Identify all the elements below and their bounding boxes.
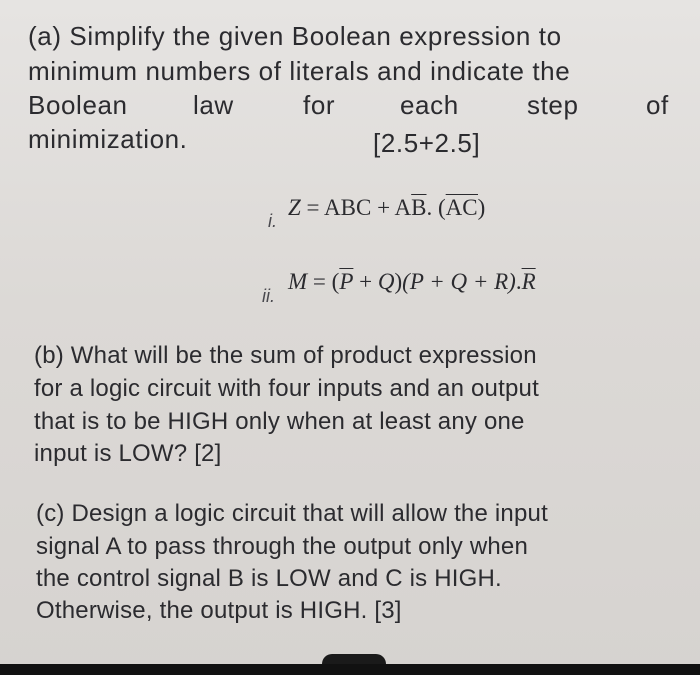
part-c-line-4: Otherwise, the output is HIGH. [3] [36,597,402,624]
var-z: Z [288,195,301,220]
word-for: for [303,90,336,120]
item-i-numeral: i. [268,211,277,231]
part-c-line-2: signal A to pass through the output only when [36,533,529,560]
part-c-line-1: (c) Design a logic circuit that will allow the input [36,500,548,527]
part-a-line-2: minimum numbers of literals and indicate the [28,56,571,86]
term-abc: ABC [324,195,372,220]
equation-z: Z = ABC + $A\overline{B}$. $(\overline{A}\overline{C})$ [288,195,486,220]
word-each: each [400,90,459,120]
word-step: step [527,90,579,120]
part-a-line-4: minimization. [28,124,188,154]
word-boolean: Boolean [28,90,128,120]
part-a-marks: [2.5+2.5] [373,128,481,158]
term-a-bbar: $A\overline{B}$ [394,195,427,220]
part-b-line-3: that is to be HIGH only when at least any one [34,408,525,435]
part-b-line-2: for a logic circuit with four inputs and an output [34,375,539,402]
term-abar-cbar: $\overline{A}\overline{C}$ [445,195,478,220]
item-ii-numeral: ii. [262,286,275,306]
equation-m: $M = (\overline{P} + Q)(P + Q + R).\overline{R}$ [288,269,536,294]
word-law: law [193,90,234,120]
term-p-q-r: (P + Q + R) [402,269,516,294]
var-pbar: $\overline{P}$ [339,269,354,294]
part-a-line-1: (a) Simplify the given Boolean expression to [28,21,562,51]
part-b-line-1: (b) What will be the sum of product expression [34,342,537,369]
part-b-line-4: input is LOW? [2] [34,440,222,467]
bottom-edge [0,664,700,675]
var-rbar: $\overline{R}$ [521,269,536,294]
var-m: M [288,269,308,294]
part-c-line-3: the control signal B is LOW and C is HIGH. [36,565,502,592]
word-of: of [646,90,669,120]
